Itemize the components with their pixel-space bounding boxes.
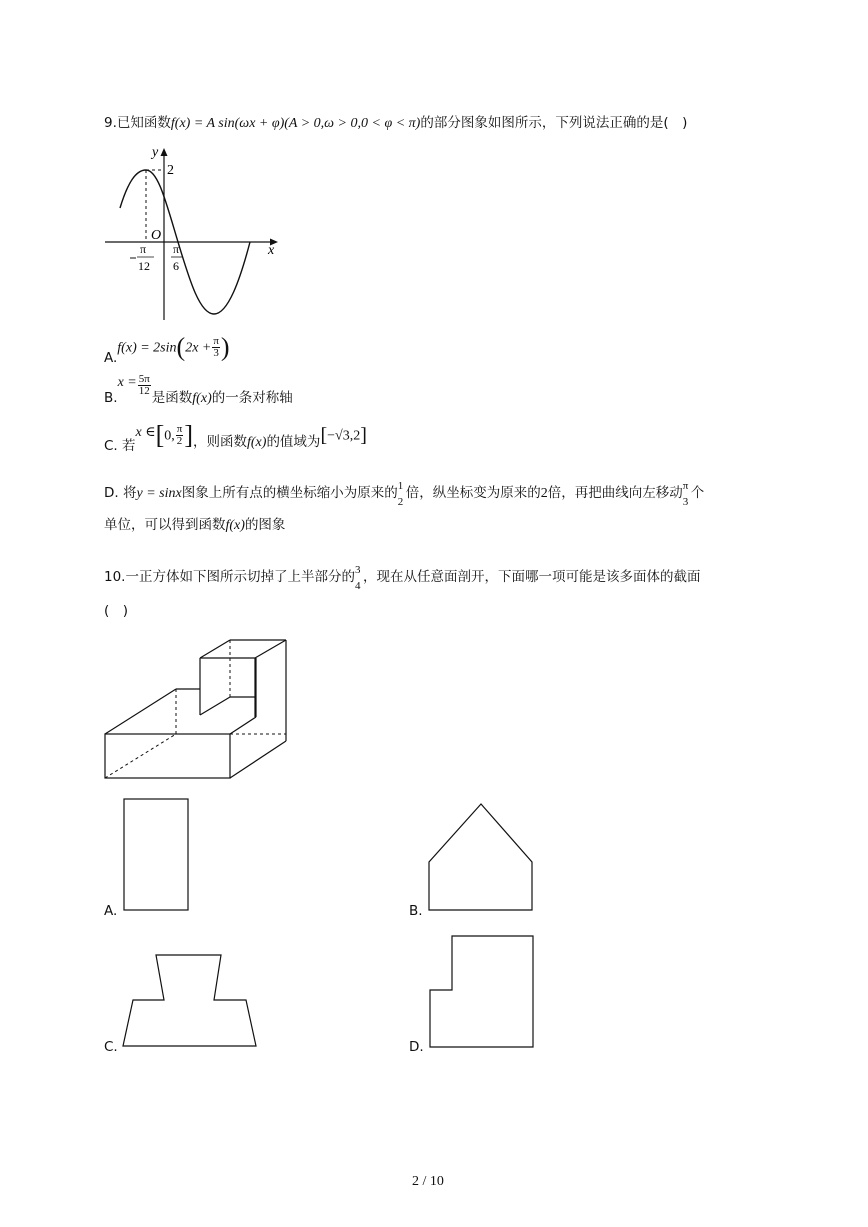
option-b-text2: 的一条对称轴: [211, 389, 293, 406]
option-c-interval-left: 0,: [164, 428, 175, 444]
q10-answer-blank: [104, 602, 128, 620]
q10-solid-figure: [100, 632, 292, 782]
q10-text2: ，现在从任意面剖开，下面哪一项可能是该多面体的截面: [362, 569, 701, 585]
q10-option-a-label: A.: [104, 903, 118, 919]
q9-function: f(x) = A sin(ωx + φ)(A > 0,ω > 0,0 < φ < π): [170, 116, 421, 131]
option-c-lhs: x ∈: [135, 424, 156, 440]
q10-option-d-label: D.: [409, 1039, 424, 1055]
origin-label: O: [151, 228, 162, 243]
option-d-text3: 倍，再把曲线向左移动: [547, 485, 683, 501]
option-c-frac-den: 2: [176, 435, 183, 447]
option-d-two: 2: [540, 486, 548, 501]
q10-option-c-label: C.: [104, 1039, 118, 1055]
tick-left-numerator: π: [140, 242, 147, 256]
option-a-inner: 2x +: [185, 340, 212, 356]
q10-option-c-trapezoid-shape: [120, 950, 262, 1050]
option-d-text2: 倍，纵坐标变为原来的: [405, 485, 541, 501]
option-b-label: B.: [104, 389, 118, 406]
q9-option-a: [104, 332, 230, 366]
q10-frac-den: 4: [354, 580, 361, 592]
q10-option-a-rectangle: [120, 796, 192, 914]
q10-option-b-pentagon: [425, 800, 537, 914]
option-d-half-num: 1: [397, 480, 404, 492]
option-d-half-den: 2: [397, 496, 404, 508]
q10-frac-num: 3: [354, 564, 361, 576]
option-c-text1: ，则函数: [193, 433, 247, 450]
q10-option-b-label: B.: [409, 903, 423, 919]
option-b-fraction: [138, 374, 151, 397]
x-axis-label: x: [268, 243, 275, 258]
q9-prefix: 9.已知函数: [104, 115, 171, 131]
tick-right-denominator: 6: [173, 259, 179, 273]
option-c-label: C. 若: [104, 437, 136, 454]
q10-stem: [104, 564, 701, 592]
option-c-fx: f(x): [247, 434, 267, 450]
option-b-frac-den: 12: [138, 385, 150, 397]
page-number: 2 / 10: [412, 1174, 444, 1189]
option-c-fraction: [176, 424, 184, 447]
peak-value-label: 2: [167, 163, 174, 178]
q9-option-c: [104, 420, 367, 454]
option-c-bracket-open: [: [155, 420, 165, 450]
y-axis-label: y: [152, 145, 159, 160]
option-b-lhs: x =: [117, 374, 137, 390]
option-b-text1: 是函数: [151, 389, 193, 406]
q9-suffix: 的部分图象如图所示，下列说法正确的是( ): [420, 115, 688, 131]
option-b-fx: f(x): [192, 390, 212, 406]
q10-option-d-step-shape: [426, 932, 538, 1052]
option-c-range-open: [: [320, 424, 328, 447]
option-d-text4: 个: [690, 485, 705, 501]
option-a-paren-open: (: [176, 332, 186, 362]
option-c-text2: 的值域为: [266, 433, 321, 450]
y-axis-arrow: [161, 148, 168, 156]
tick-left-denominator: 12: [138, 259, 150, 273]
option-c-frac-num: π: [176, 423, 183, 435]
option-a-paren-close: ): [220, 332, 230, 362]
option-a-label: A.: [104, 349, 118, 366]
q9-stem: [104, 114, 687, 133]
option-a-frac-den: 3: [213, 347, 219, 359]
option-d-text5: 的图象: [244, 517, 286, 533]
q9-option-d-line2: [104, 516, 285, 535]
solid-visible-edges: [105, 640, 286, 778]
option-c-range: −√3,2: [327, 428, 361, 444]
option-d-text1: 图象上所有点的横坐标缩小为原来的: [181, 485, 398, 501]
q10-paren: ( ): [104, 603, 129, 619]
option-d-fx: f(x): [225, 518, 245, 533]
q9-sine-graph: [100, 140, 285, 325]
option-d-line2-text: 单位，可以得到函数: [104, 517, 226, 533]
option-d-shift-num: π: [682, 480, 689, 492]
option-c-bracket-close: ]: [184, 420, 193, 450]
option-a-frac-num: π: [213, 335, 219, 347]
q10-text1: 10.一正方体如下图所示切掉了上半部分的: [104, 569, 355, 585]
option-d-label: D. 将: [104, 485, 137, 501]
option-a-lhs: f(x) = 2sin: [117, 340, 177, 356]
q9-option-b: [104, 373, 293, 406]
option-d-shift-den: 3: [682, 496, 689, 508]
q9-option-d-line1: [104, 480, 705, 508]
solid-hidden-edges: [105, 640, 286, 778]
option-c-range-close: ]: [360, 424, 367, 447]
option-d-equation: y = sinx: [136, 486, 182, 501]
option-b-frac-num: 5π: [138, 373, 150, 385]
option-a-fraction: [212, 336, 220, 359]
tick-right-numerator: π: [173, 242, 180, 256]
